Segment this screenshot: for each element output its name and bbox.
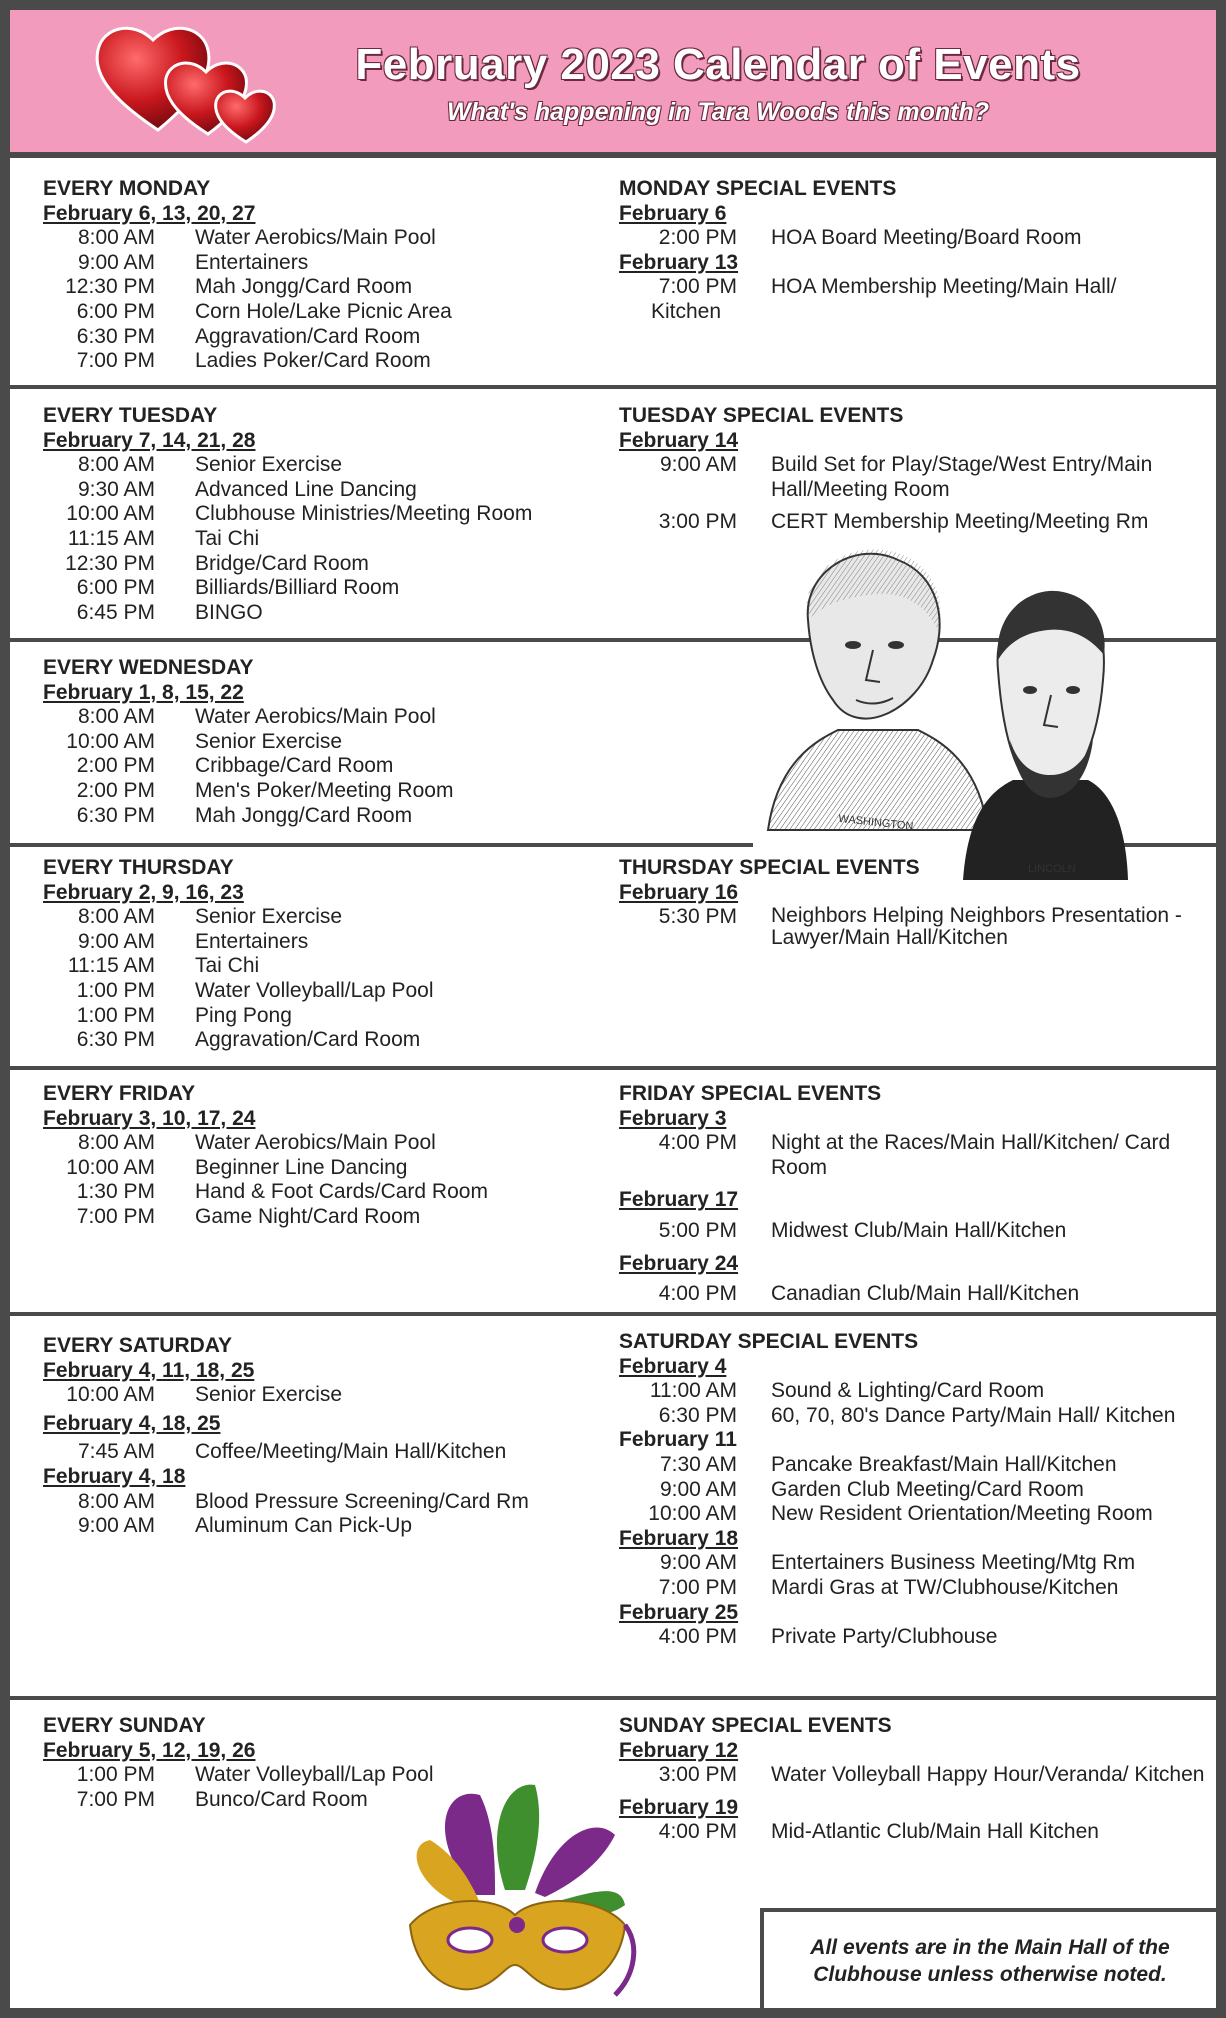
- event-row: [43, 453, 603, 478]
- event-name: Senior Exercise: [195, 1383, 343, 1407]
- event-time: 8:00 AM: [77, 905, 155, 929]
- section-heading: EVERY FRIDAY: [43, 1082, 196, 1105]
- event-name: Water Aerobics/Main Pool: [195, 705, 436, 729]
- event-time: 7:00 PM: [76, 1787, 155, 1811]
- section-divider: [10, 1696, 1216, 1700]
- event-name: 60, 70, 80's Dance Party/Main Hall/ Kitchen: [771, 1403, 1176, 1427]
- event-name: Aggravation/Card Room: [195, 324, 421, 348]
- section-heading: SUNDAY SPECIAL EVENTS: [619, 1714, 892, 1737]
- washington-portrait: [768, 550, 988, 833]
- date-list: February 5, 12, 19, 26: [43, 1738, 256, 1762]
- event-row: [43, 1383, 603, 1408]
- event-name: Entertainers: [195, 250, 309, 274]
- hearts-icon: [88, 12, 288, 152]
- tuesday-section: [43, 404, 603, 625]
- event-row: [43, 1440, 603, 1465]
- event-name: Garden Club Meeting/Card Room: [771, 1477, 1084, 1501]
- saturday-special-section: [619, 1330, 1209, 1650]
- date-list: February 4, 11, 18, 25: [43, 1358, 255, 1382]
- event-row: [619, 1404, 1209, 1429]
- event-name: Clubhouse Ministries/Meeting Room: [195, 502, 533, 526]
- special-date: February 12: [619, 1738, 739, 1762]
- saturday-section: [43, 1334, 603, 1539]
- section-heading: EVERY WEDNESDAY: [43, 656, 254, 679]
- friday-special-section: [619, 1082, 1209, 1307]
- event-time: 9:00 AM: [77, 929, 155, 953]
- event-time: 9:00 AM: [77, 1514, 155, 1538]
- event-name: Mardi Gras at TW/Clubhouse/Kitchen: [771, 1575, 1119, 1599]
- page-title: February 2023 Calendar of Events: [355, 40, 1081, 89]
- event-row: [43, 705, 603, 730]
- special-date: February 25: [619, 1600, 739, 1624]
- event-name: Tai Chi: [195, 526, 260, 550]
- event-row: [619, 1131, 1209, 1180]
- event-row: [43, 349, 603, 374]
- event-name-continued: Kitchen: [651, 299, 722, 323]
- special-date: February 13: [619, 250, 739, 274]
- event-name: Corn Hole/Lake Picnic Area: [195, 299, 452, 323]
- event-name: Entertainers Business Meeting/Mtg Rm: [771, 1551, 1136, 1575]
- event-name: Hand & Foot Cards/Card Room: [195, 1180, 488, 1204]
- event-name: Beginner Line Dancing: [195, 1155, 408, 1179]
- date-list: February 7, 14, 21, 28: [43, 428, 256, 452]
- event-name: Midwest Club/Main Hall/Kitchen: [771, 1218, 1067, 1242]
- event-time: 7:00 PM: [76, 349, 155, 373]
- event-name: CERT Membership Meeting/Meeting Rm: [771, 510, 1149, 534]
- special-date: February 19: [619, 1795, 739, 1819]
- event-row: [619, 1502, 1209, 1527]
- event-name: Cribbage/Card Room: [195, 754, 394, 778]
- event-row: [43, 552, 603, 577]
- special-date: February 14: [619, 428, 739, 452]
- event-name: Mah Jongg/Card Room: [195, 803, 413, 827]
- presidents-portrait-illustration: [748, 540, 1128, 890]
- event-time: 8:00 AM: [77, 705, 155, 729]
- event-name: HOA Membership Meeting/Main Hall/: [771, 275, 1117, 299]
- section-heading: EVERY TUESDAY: [43, 404, 218, 427]
- special-date: February 4: [619, 1354, 727, 1378]
- event-row: [43, 1004, 603, 1029]
- lincoln-label: LINCOLN: [1028, 863, 1076, 875]
- event-time: 3:00 PM: [658, 1763, 737, 1787]
- event-time: 6:45 PM: [76, 600, 155, 624]
- event-name: Aggravation/Card Room: [195, 1028, 421, 1052]
- event-time: 8:00 AM: [77, 1131, 155, 1155]
- event-row: [43, 527, 603, 552]
- event-time: 11:15 AM: [67, 954, 155, 978]
- event-name: BINGO: [195, 600, 263, 624]
- event-name: Coffee/Meeting/Main Hall/Kitchen: [195, 1440, 507, 1464]
- sunday-special-section: [619, 1714, 1209, 1845]
- event-time: 2:00 PM: [76, 778, 155, 802]
- event-time: 8:00 AM: [77, 226, 155, 250]
- event-time: 1:00 PM: [76, 1763, 155, 1787]
- event-name: Water Volleyball/Lap Pool: [195, 1763, 434, 1787]
- event-name: Billiards/Billiard Room: [195, 576, 400, 600]
- event-row: [43, 325, 603, 350]
- mask-right-eye: [543, 1928, 587, 1952]
- event-time: 7:30 AM: [659, 1452, 737, 1476]
- event-row: [619, 1379, 1209, 1404]
- event-name: Water Volleyball Happy Hour/Veranda/ Kitchen: [771, 1763, 1205, 1787]
- section-heading: EVERY SATURDAY: [43, 1334, 233, 1357]
- event-row: [43, 601, 603, 626]
- lincoln-portrait: [963, 591, 1128, 880]
- event-time: 10:00 AM: [66, 502, 155, 526]
- event-time: 12:30 PM: [65, 275, 155, 299]
- mask-feathers: [417, 1785, 625, 1915]
- event-time: 7:00 PM: [658, 275, 737, 299]
- event-name: Mid-Atlantic Club/Main Hall Kitchen: [771, 1820, 1099, 1844]
- event-time: 2:00 PM: [658, 226, 737, 250]
- event-name: Water Aerobics/Main Pool: [195, 226, 436, 250]
- event-name: Aluminum Can Pick-Up: [195, 1514, 413, 1538]
- event-time: 6:00 PM: [76, 576, 155, 600]
- event-time: 5:30 PM: [658, 905, 737, 929]
- mask-face: [410, 1901, 625, 1989]
- event-row: [43, 1028, 603, 1053]
- section-heading: SATURDAY SPECIAL EVENTS: [619, 1330, 919, 1353]
- event-time: 9:00 AM: [659, 1551, 737, 1575]
- event-row: [43, 275, 603, 300]
- monday-section: [43, 177, 603, 374]
- event-name: Neighbors Helping Neighbors Presentation - Lawyer/Main Hall/Kitchen: [771, 904, 1182, 950]
- event-time: 9:30 AM: [77, 477, 155, 501]
- event-row: [43, 905, 603, 930]
- event-row: [43, 502, 603, 527]
- event-row: [619, 1478, 1209, 1503]
- date-list: February 2, 9, 16, 23: [43, 880, 244, 904]
- mask-jewel: [509, 1917, 525, 1933]
- event-time: 6:30 PM: [76, 324, 155, 348]
- event-time: 12:30 PM: [65, 551, 155, 575]
- event-time: 6:30 PM: [76, 803, 155, 827]
- event-name: Night at the Races/Main Hall/Kitchen/ Card Room: [771, 1131, 1171, 1179]
- friday-section: [43, 1082, 603, 1230]
- section-heading: FRIDAY SPECIAL EVENTS: [619, 1082, 882, 1105]
- event-row: [43, 300, 603, 325]
- event-name: Men's Poker/Meeting Room: [195, 778, 454, 802]
- event-row: [619, 1282, 1209, 1307]
- date-list: February 6, 13, 20, 27: [43, 201, 256, 225]
- event-time: 10:00 AM: [66, 1155, 155, 1179]
- event-time: 9:00 AM: [659, 1477, 737, 1501]
- event-time: 6:00 PM: [76, 299, 155, 323]
- event-row: [43, 1180, 603, 1205]
- event-time: 3:00 PM: [658, 510, 737, 534]
- date-list: February 4, 18, 25: [43, 1411, 221, 1435]
- event-name: Build Set for Play/Stage/West Entry/Main Hall/Meeting Room: [771, 453, 1153, 501]
- event-row: [43, 954, 603, 979]
- event-time: 8:00 AM: [77, 1489, 155, 1513]
- event-row: [619, 275, 1209, 300]
- section-heading: EVERY SUNDAY: [43, 1714, 206, 1737]
- event-time: 10:00 AM: [66, 1383, 155, 1407]
- event-name: Bridge/Card Room: [195, 551, 369, 575]
- page-subtitle: What's happening in Tara Woods this month?: [446, 98, 990, 126]
- event-name: Senior Exercise: [195, 729, 343, 753]
- event-row: [619, 453, 1209, 502]
- event-time: 7:00 PM: [76, 1204, 155, 1228]
- event-row: [43, 1131, 603, 1156]
- section-divider: [10, 1066, 1216, 1070]
- event-name: HOA Board Meeting/Board Room: [771, 226, 1082, 250]
- event-name: Private Party/Clubhouse: [771, 1625, 998, 1649]
- event-name: Blood Pressure Screening/Card Rm: [195, 1489, 529, 1513]
- event-name: Mah Jongg/Card Room: [195, 275, 413, 299]
- event-time: 9:00 AM: [659, 453, 737, 477]
- event-name: Entertainers: [195, 929, 309, 953]
- special-date: February 16: [619, 880, 739, 904]
- event-time: 7:00 PM: [658, 1575, 737, 1599]
- event-row: [43, 779, 603, 804]
- section-heading: TUESDAY SPECIAL EVENTS: [619, 404, 904, 427]
- event-time: 6:30 PM: [76, 1028, 155, 1052]
- event-time: 7:45 AM: [77, 1440, 155, 1464]
- event-name: Advanced Line Dancing: [195, 477, 417, 501]
- event-row: [43, 1514, 603, 1539]
- monday-special-section: [619, 177, 1209, 325]
- event-row: [619, 1576, 1209, 1601]
- event-time: 1:00 PM: [76, 978, 155, 1002]
- event-time: 4:00 PM: [658, 1282, 737, 1306]
- event-row: [619, 1820, 1209, 1845]
- washington-label: WASHINGTON: [837, 812, 914, 833]
- event-row: [619, 510, 1209, 535]
- event-row: [43, 930, 603, 955]
- wednesday-section: [43, 656, 603, 828]
- mask-left-eye: [448, 1928, 492, 1952]
- event-name: Senior Exercise: [195, 905, 343, 929]
- event-name: Water Volleyball/Lap Pool: [195, 978, 434, 1002]
- event-name: New Resident Orientation/Meeting Room: [771, 1502, 1153, 1526]
- section-divider: [10, 385, 1216, 389]
- event-name: Ping Pong: [195, 1003, 292, 1027]
- event-row: [43, 804, 603, 829]
- event-name: Sound & Lighting/Card Room: [771, 1379, 1045, 1403]
- date-list: February 1, 8, 15, 22: [43, 680, 244, 704]
- event-row: [43, 226, 603, 251]
- event-name: Senior Exercise: [195, 453, 343, 477]
- event-time: 5:00 PM: [658, 1218, 737, 1242]
- event-row: [43, 251, 603, 276]
- event-time: 10:00 AM: [648, 1502, 737, 1526]
- event-time: 1:00 PM: [76, 1003, 155, 1027]
- event-name: Canadian Club/Main Hall/Kitchen: [771, 1282, 1080, 1306]
- header-banner: [10, 10, 1216, 158]
- event-time: 4:00 PM: [658, 1625, 737, 1649]
- event-time: 10:00 AM: [66, 729, 155, 753]
- event-name: Water Aerobics/Main Pool: [195, 1131, 436, 1155]
- event-row: [43, 1205, 603, 1230]
- event-row: [43, 1156, 603, 1181]
- section-heading: EVERY MONDAY: [43, 177, 211, 200]
- event-time: 8:00 AM: [77, 453, 155, 477]
- event-row: [619, 1625, 1209, 1650]
- tuesday-special-section: [619, 404, 1209, 535]
- event-row: [43, 979, 603, 1004]
- date-list: February 3, 10, 17, 24: [43, 1106, 256, 1130]
- event-name: Pancake Breakfast/Main Hall/Kitchen: [771, 1452, 1117, 1476]
- event-row: [43, 1490, 603, 1515]
- event-row: [43, 754, 603, 779]
- special-date: February 17: [619, 1188, 739, 1212]
- section-divider: [10, 843, 753, 847]
- special-date: February 6: [619, 201, 727, 225]
- event-row: [43, 478, 603, 503]
- event-row: [43, 576, 603, 601]
- thursday-special-section: [619, 856, 1209, 949]
- date-list: February 4, 18: [43, 1464, 186, 1488]
- section-heading: THURSDAY SPECIAL EVENTS: [619, 856, 920, 879]
- event-row: [619, 226, 1209, 251]
- event-row: [43, 730, 603, 755]
- event-time: 2:00 PM: [76, 754, 155, 778]
- event-time: 11:15 AM: [67, 526, 155, 550]
- section-heading: EVERY THURSDAY: [43, 856, 234, 879]
- section-divider: [10, 1312, 1216, 1316]
- event-row: [619, 1453, 1209, 1478]
- event-time: 4:00 PM: [658, 1820, 737, 1844]
- event-time: 6:30 PM: [658, 1403, 737, 1427]
- event-time: 11:00 AM: [649, 1379, 737, 1403]
- special-date: February 24: [619, 1251, 739, 1275]
- special-date: February 3: [619, 1106, 727, 1130]
- event-row: [619, 1219, 1209, 1244]
- event-name: Bunco/Card Room: [195, 1787, 368, 1811]
- special-date: February 11: [619, 1428, 737, 1452]
- section-heading: MONDAY SPECIAL EVENTS: [619, 177, 897, 200]
- event-name: Game Night/Card Room: [195, 1204, 421, 1228]
- event-name: Ladies Poker/Card Room: [195, 349, 431, 373]
- event-time: 4:00 PM: [658, 1131, 737, 1155]
- event-name: Tai Chi: [195, 954, 260, 978]
- event-row: [619, 905, 1209, 949]
- event-time: 9:00 AM: [77, 250, 155, 274]
- footer-note: All events are in the Main Hall of the Clubhouse unless otherwise noted.: [760, 1908, 1216, 2008]
- event-time: 1:30 PM: [76, 1180, 155, 1204]
- thursday-section: [43, 856, 603, 1053]
- mardi-gras-mask-icon: [385, 1775, 650, 2015]
- special-date: February 18: [619, 1526, 739, 1550]
- event-row: [619, 1763, 1209, 1788]
- event-row: [619, 1551, 1209, 1576]
